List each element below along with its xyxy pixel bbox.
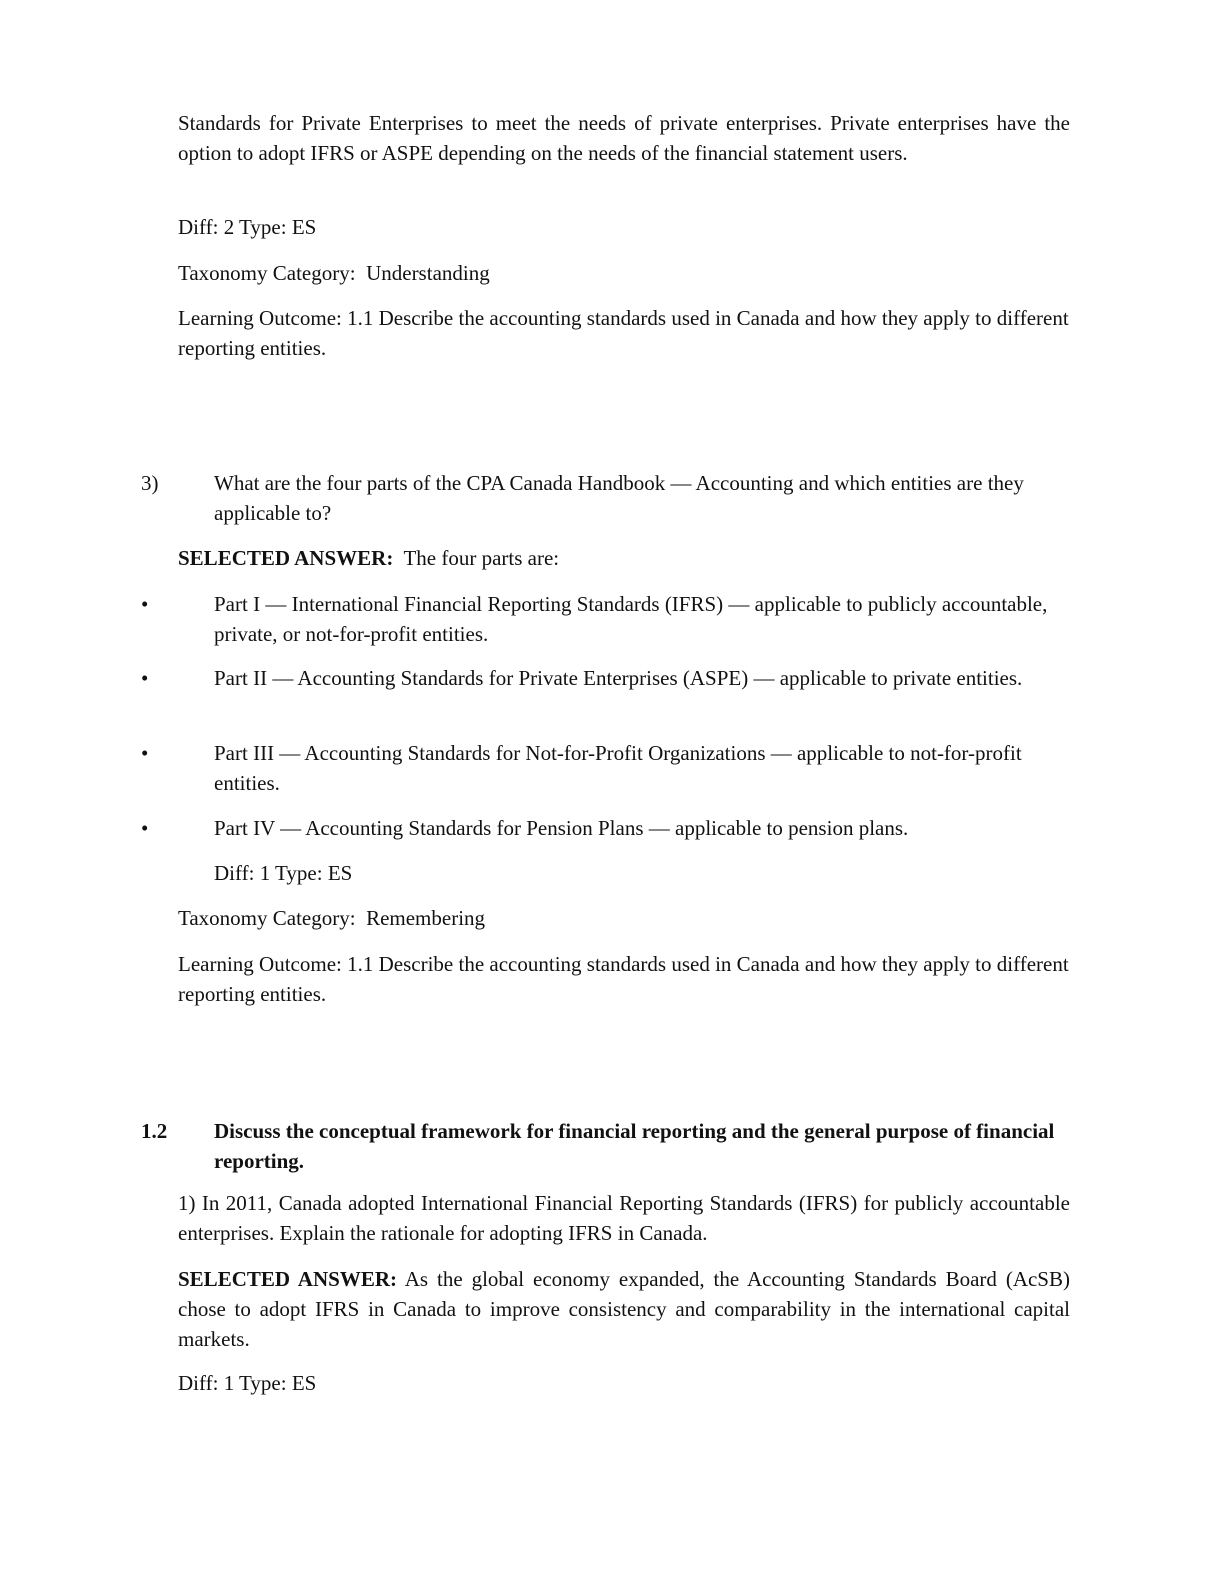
- difficulty-label: Diff: 2 Type: ES: [178, 215, 317, 239]
- bullet-icon: •: [141, 816, 149, 840]
- section-heading: Discuss the conceptual framework for financial reporting and the general purpose of financial reporting.: [214, 1119, 1055, 1173]
- question-text: 1) In 2011, Canada adopted International Financial Reporting Standards (IFRS) for publicly accountable enterprises. Explain the rationale for adopting IFRS in Canada.: [178, 1191, 1070, 1245]
- section-number: 1.2: [141, 1119, 168, 1143]
- bullet-icon: •: [141, 666, 149, 690]
- bullet-icon: •: [141, 741, 149, 765]
- bullet-icon: •: [141, 592, 149, 616]
- question-number: 3): [141, 471, 159, 495]
- learning-outcome-text: Learning Outcome: 1.1 Describe the accounting standards used in Canada and how they apply to different reporting entities.: [178, 952, 1069, 1006]
- selected-answer-intro: The four parts are:: [403, 546, 560, 570]
- taxonomy-label: Taxonomy Category: Understanding: [178, 261, 490, 285]
- list-item: Part I — International Financial Reporting Standards (IFRS) — applicable to publicly accountable, private, or not-for-profit entities.: [214, 592, 1048, 646]
- question-text: What are the four parts of the CPA Canada Handbook — Accounting and which entities are they applicable to?: [214, 471, 1024, 525]
- list-item: Part III — Accounting Standards for Not-for-Profit Organizations — applicable to not-for-profit entities.: [214, 741, 1022, 795]
- selected-answer-label: SELECTED ANSWER:: [178, 546, 394, 570]
- difficulty-label: Diff: 1 Type: ES: [214, 861, 353, 885]
- selected-answer: [178, 1264, 1070, 1354]
- selected-answer: [178, 543, 1070, 573]
- selected-answer-label: SELECTED ANSWER:: [178, 1267, 397, 1291]
- difficulty-label: Diff: 1 Type: ES: [178, 1371, 317, 1395]
- taxonomy-label: Taxonomy Category: Remembering: [178, 906, 486, 930]
- learning-outcome-text: Learning Outcome: 1.1 Describe the accounting standards used in Canada and how they apply to different reporting entities.: [178, 306, 1069, 360]
- list-item: Part IV — Accounting Standards for Pension Plans — applicable to pension plans.: [214, 816, 909, 840]
- list-item: Part II — Accounting Standards for Private Enterprises (ASPE) — applicable to private entities.: [214, 666, 1023, 690]
- answer-continuation-text: Standards for Private Enterprises to meet the needs of private enterprises. Private enterprises have the option to adopt IFRS or ASPE depending on the needs of the financial statement users.: [178, 111, 1070, 165]
- selected-answer-text: As the global economy expanded, the Accounting Standards Board (AcSB) chose to adopt IFRS in Canada to improve consistency and comparability in the international capital markets.: [178, 1267, 1070, 1351]
